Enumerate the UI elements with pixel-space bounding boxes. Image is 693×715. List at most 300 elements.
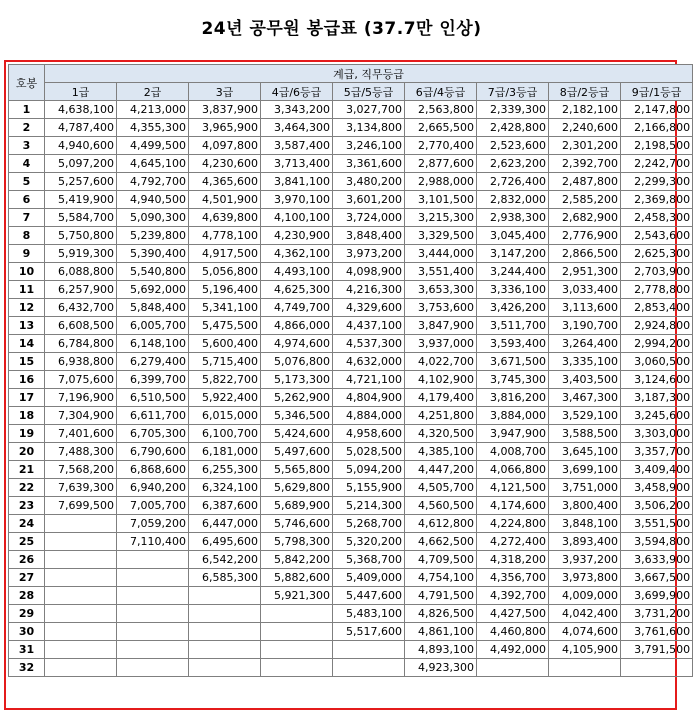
salary-cell: 2,770,400 <box>405 137 477 155</box>
salary-cell: 4,826,500 <box>405 605 477 623</box>
salary-cell: 2,924,800 <box>621 317 693 335</box>
salary-cell: 3,847,900 <box>405 317 477 335</box>
table-row <box>9 587 693 605</box>
table-row <box>9 605 693 623</box>
salary-cell: 3,060,500 <box>621 353 693 371</box>
salary-cell <box>549 659 621 677</box>
salary-cell: 7,196,900 <box>45 389 117 407</box>
salary-cell: 3,244,400 <box>477 263 549 281</box>
salary-cell: 5,475,500 <box>189 317 261 335</box>
table-row <box>9 101 693 119</box>
salary-cell: 3,816,200 <box>477 389 549 407</box>
salary-cell: 5,320,200 <box>333 533 405 551</box>
salary-cell: 3,848,100 <box>549 515 621 533</box>
salary-cell: 2,994,200 <box>621 335 693 353</box>
table-row <box>9 335 693 353</box>
salary-cell: 3,511,700 <box>477 317 549 335</box>
salary-cell: 7,401,600 <box>45 425 117 443</box>
salary-cell: 4,329,600 <box>333 299 405 317</box>
table-row <box>9 659 693 677</box>
salary-cell: 6,257,900 <box>45 281 117 299</box>
salary-cell: 6,790,600 <box>117 443 189 461</box>
salary-cell <box>117 605 189 623</box>
salary-cell: 3,245,600 <box>621 407 693 425</box>
salary-cell <box>45 569 117 587</box>
salary-cell: 7,075,600 <box>45 371 117 389</box>
table-row <box>9 227 693 245</box>
salary-cell: 3,761,600 <box>621 623 693 641</box>
salary-cell: 3,593,400 <box>477 335 549 353</box>
salary-cell: 2,240,600 <box>549 119 621 137</box>
salary-cell: 3,506,200 <box>621 497 693 515</box>
salary-cell <box>117 551 189 569</box>
salary-cell: 4,355,300 <box>117 119 189 137</box>
salary-cell: 3,699,900 <box>621 587 693 605</box>
table-row <box>9 407 693 425</box>
salary-cell: 4,356,700 <box>477 569 549 587</box>
salary-cell: 2,392,700 <box>549 155 621 173</box>
salary-cell: 4,632,000 <box>333 353 405 371</box>
salary-cell: 5,262,900 <box>261 389 333 407</box>
salary-cell: 4,230,900 <box>261 227 333 245</box>
salary-cell: 4,362,100 <box>261 245 333 263</box>
salary-cell: 5,497,600 <box>261 443 333 461</box>
salary-cell: 3,667,500 <box>621 569 693 587</box>
salary-cell: 3,699,100 <box>549 461 621 479</box>
salary-cell: 5,097,200 <box>45 155 117 173</box>
salary-cell: 2,776,900 <box>549 227 621 245</box>
salary-cell: 2,369,800 <box>621 191 693 209</box>
step-cell: 18 <box>9 407 45 425</box>
salary-cell: 6,784,800 <box>45 335 117 353</box>
salary-cell: 4,074,600 <box>549 623 621 641</box>
salary-cell: 4,638,100 <box>45 101 117 119</box>
salary-cell: 4,721,100 <box>333 371 405 389</box>
salary-cell: 5,214,300 <box>333 497 405 515</box>
grade-header: 9급/1등급 <box>621 83 693 101</box>
salary-cell: 5,239,800 <box>117 227 189 245</box>
pay-table-frame <box>4 60 691 710</box>
salary-cell: 2,877,600 <box>405 155 477 173</box>
salary-cell: 4,791,500 <box>405 587 477 605</box>
salary-cell <box>261 641 333 659</box>
salary-cell: 6,608,500 <box>45 317 117 335</box>
salary-cell: 4,560,500 <box>405 497 477 515</box>
table-row <box>9 191 693 209</box>
salary-cell: 6,255,300 <box>189 461 261 479</box>
salary-cell: 5,565,800 <box>261 461 333 479</box>
grade-header: 5급/5등급 <box>333 83 405 101</box>
step-cell: 29 <box>9 605 45 623</box>
step-cell: 5 <box>9 173 45 191</box>
table-row <box>9 515 693 533</box>
salary-cell: 3,480,200 <box>333 173 405 191</box>
salary-cell: 7,059,200 <box>117 515 189 533</box>
salary-cell: 4,022,700 <box>405 353 477 371</box>
step-cell: 4 <box>9 155 45 173</box>
salary-cell: 2,299,300 <box>621 173 693 191</box>
salary-cell: 3,724,000 <box>333 209 405 227</box>
salary-cell: 2,682,900 <box>549 209 621 227</box>
salary-cell: 6,940,200 <box>117 479 189 497</box>
salary-cell <box>621 659 693 677</box>
salary-cell: 3,947,900 <box>477 425 549 443</box>
salary-cell: 5,715,400 <box>189 353 261 371</box>
salary-cell: 5,090,300 <box>117 209 189 227</box>
salary-cell: 3,529,100 <box>549 407 621 425</box>
salary-cell: 5,173,300 <box>261 371 333 389</box>
salary-cell: 2,543,600 <box>621 227 693 245</box>
salary-cell: 5,750,800 <box>45 227 117 245</box>
salary-cell: 2,623,200 <box>477 155 549 173</box>
salary-cell: 2,726,400 <box>477 173 549 191</box>
salary-cell: 6,399,700 <box>117 371 189 389</box>
salary-cell <box>261 605 333 623</box>
salary-cell: 3,329,500 <box>405 227 477 245</box>
grade-header: 6급/4등급 <box>405 83 477 101</box>
salary-cell: 3,357,700 <box>621 443 693 461</box>
step-cell: 16 <box>9 371 45 389</box>
salary-cell: 4,792,700 <box>117 173 189 191</box>
pay-table-body <box>9 101 693 677</box>
salary-cell: 3,458,900 <box>621 479 693 497</box>
salary-cell: 4,884,000 <box>333 407 405 425</box>
step-cell: 3 <box>9 137 45 155</box>
salary-cell: 4,893,100 <box>405 641 477 659</box>
step-cell: 7 <box>9 209 45 227</box>
salary-cell: 5,409,000 <box>333 569 405 587</box>
salary-cell: 3,124,600 <box>621 371 693 389</box>
table-row <box>9 353 693 371</box>
salary-cell: 4,639,800 <box>189 209 261 227</box>
salary-cell: 5,094,200 <box>333 461 405 479</box>
salary-cell: 4,100,100 <box>261 209 333 227</box>
salary-cell: 4,105,900 <box>549 641 621 659</box>
table-row <box>9 245 693 263</box>
salary-cell: 5,056,800 <box>189 263 261 281</box>
salary-cell: 7,568,200 <box>45 461 117 479</box>
salary-cell: 2,988,000 <box>405 173 477 191</box>
salary-cell: 3,893,400 <box>549 533 621 551</box>
salary-cell: 3,970,100 <box>261 191 333 209</box>
salary-cell: 3,426,200 <box>477 299 549 317</box>
salary-cell: 2,866,500 <box>549 245 621 263</box>
step-cell: 32 <box>9 659 45 677</box>
salary-cell <box>117 641 189 659</box>
salary-cell: 3,751,000 <box>549 479 621 497</box>
salary-cell <box>45 605 117 623</box>
salary-cell: 2,339,300 <box>477 101 549 119</box>
step-cell: 26 <box>9 551 45 569</box>
salary-cell: 3,841,100 <box>261 173 333 191</box>
salary-cell: 4,392,700 <box>477 587 549 605</box>
salary-cell: 6,324,100 <box>189 479 261 497</box>
salary-cell: 2,166,800 <box>621 119 693 137</box>
salary-cell: 4,940,600 <box>45 137 117 155</box>
salary-cell: 7,488,300 <box>45 443 117 461</box>
salary-cell: 2,487,800 <box>549 173 621 191</box>
salary-cell: 4,121,500 <box>477 479 549 497</box>
table-row <box>9 461 693 479</box>
salary-cell: 7,005,700 <box>117 497 189 515</box>
salary-cell: 2,458,300 <box>621 209 693 227</box>
salary-cell: 2,778,800 <box>621 281 693 299</box>
salary-cell: 5,919,300 <box>45 245 117 263</box>
salary-cell: 4,042,400 <box>549 605 621 623</box>
salary-cell: 3,848,400 <box>333 227 405 245</box>
salary-cell: 4,447,200 <box>405 461 477 479</box>
grade-header: 1급 <box>45 83 117 101</box>
salary-cell: 4,501,900 <box>189 191 261 209</box>
salary-cell: 3,551,400 <box>405 263 477 281</box>
table-row <box>9 389 693 407</box>
salary-cell: 3,965,900 <box>189 119 261 137</box>
salary-cell: 3,594,800 <box>621 533 693 551</box>
salary-cell: 3,937,000 <box>405 335 477 353</box>
salary-cell: 3,027,700 <box>333 101 405 119</box>
salary-cell: 4,804,900 <box>333 389 405 407</box>
step-cell: 12 <box>9 299 45 317</box>
salary-cell: 4,224,800 <box>477 515 549 533</box>
salary-cell: 2,665,500 <box>405 119 477 137</box>
salary-cell: 3,033,400 <box>549 281 621 299</box>
step-cell: 6 <box>9 191 45 209</box>
salary-cell: 3,343,200 <box>261 101 333 119</box>
table-row <box>9 623 693 641</box>
salary-cell: 4,505,700 <box>405 479 477 497</box>
salary-cell <box>45 533 117 551</box>
salary-cell: 4,612,800 <box>405 515 477 533</box>
salary-cell: 3,467,300 <box>549 389 621 407</box>
salary-cell: 2,585,200 <box>549 191 621 209</box>
salary-cell: 6,148,100 <box>117 335 189 353</box>
salary-cell <box>261 659 333 677</box>
salary-cell: 3,303,000 <box>621 425 693 443</box>
salary-cell: 5,268,700 <box>333 515 405 533</box>
salary-cell: 4,625,300 <box>261 281 333 299</box>
salary-cell: 4,437,100 <box>333 317 405 335</box>
salary-cell: 3,101,500 <box>405 191 477 209</box>
salary-cell <box>189 587 261 605</box>
salary-cell: 3,731,200 <box>621 605 693 623</box>
table-row <box>9 137 693 155</box>
salary-cell: 5,629,800 <box>261 479 333 497</box>
salary-cell: 5,076,800 <box>261 353 333 371</box>
salary-cell <box>45 587 117 605</box>
step-cell: 21 <box>9 461 45 479</box>
salary-cell: 4,179,400 <box>405 389 477 407</box>
table-row <box>9 317 693 335</box>
salary-cell: 4,213,000 <box>117 101 189 119</box>
salary-cell: 6,015,000 <box>189 407 261 425</box>
salary-cell: 5,842,200 <box>261 551 333 569</box>
salary-cell: 3,973,800 <box>549 569 621 587</box>
salary-cell: 3,335,100 <box>549 353 621 371</box>
step-cell: 19 <box>9 425 45 443</box>
table-row <box>9 119 693 137</box>
table-row <box>9 533 693 551</box>
salary-cell: 3,464,300 <box>261 119 333 137</box>
salary-cell: 3,884,000 <box>477 407 549 425</box>
salary-cell: 3,588,500 <box>549 425 621 443</box>
salary-cell: 4,778,100 <box>189 227 261 245</box>
salary-cell: 4,866,000 <box>261 317 333 335</box>
salary-cell: 4,318,200 <box>477 551 549 569</box>
salary-cell: 5,155,900 <box>333 479 405 497</box>
salary-cell: 3,791,500 <box>621 641 693 659</box>
table-row <box>9 425 693 443</box>
salary-cell: 3,653,300 <box>405 281 477 299</box>
step-cell: 8 <box>9 227 45 245</box>
salary-cell: 3,601,200 <box>333 191 405 209</box>
salary-cell: 5,692,000 <box>117 281 189 299</box>
step-cell: 24 <box>9 515 45 533</box>
salary-cell: 6,705,300 <box>117 425 189 443</box>
salary-cell: 2,951,300 <box>549 263 621 281</box>
salary-cell: 4,787,400 <box>45 119 117 137</box>
salary-cell: 5,390,400 <box>117 245 189 263</box>
salary-cell: 3,361,600 <box>333 155 405 173</box>
salary-cell: 2,703,900 <box>621 263 693 281</box>
salary-cell: 2,182,100 <box>549 101 621 119</box>
salary-cell: 6,100,700 <box>189 425 261 443</box>
salary-cell <box>117 659 189 677</box>
salary-cell: 5,600,400 <box>189 335 261 353</box>
salary-cell: 2,563,800 <box>405 101 477 119</box>
salary-cell: 4,230,600 <box>189 155 261 173</box>
salary-cell: 5,798,300 <box>261 533 333 551</box>
step-cell: 20 <box>9 443 45 461</box>
salary-cell: 3,671,500 <box>477 353 549 371</box>
salary-cell: 6,495,600 <box>189 533 261 551</box>
salary-cell: 3,113,600 <box>549 299 621 317</box>
step-cell: 23 <box>9 497 45 515</box>
salary-cell <box>117 587 189 605</box>
salary-cell: 5,368,700 <box>333 551 405 569</box>
salary-cell: 4,174,600 <box>477 497 549 515</box>
salary-cell: 4,861,100 <box>405 623 477 641</box>
salary-cell: 4,102,900 <box>405 371 477 389</box>
salary-cell: 6,611,700 <box>117 407 189 425</box>
salary-cell: 3,745,300 <box>477 371 549 389</box>
salary-cell: 3,800,400 <box>549 497 621 515</box>
grade-header: 8급/2등급 <box>549 83 621 101</box>
table-row <box>9 641 693 659</box>
salary-cell <box>45 515 117 533</box>
salary-cell: 4,754,100 <box>405 569 477 587</box>
salary-cell: 6,005,700 <box>117 317 189 335</box>
salary-cell: 5,419,900 <box>45 191 117 209</box>
salary-cell: 3,246,100 <box>333 137 405 155</box>
salary-cell: 4,662,500 <box>405 533 477 551</box>
step-cell: 28 <box>9 587 45 605</box>
salary-cell: 4,958,600 <box>333 425 405 443</box>
salary-cell <box>189 623 261 641</box>
step-cell: 13 <box>9 317 45 335</box>
step-cell: 11 <box>9 281 45 299</box>
step-cell: 31 <box>9 641 45 659</box>
table-row <box>9 551 693 569</box>
pay-table <box>8 64 693 677</box>
step-cell: 15 <box>9 353 45 371</box>
salary-cell: 7,639,300 <box>45 479 117 497</box>
table-row <box>9 281 693 299</box>
step-cell: 14 <box>9 335 45 353</box>
step-cell: 17 <box>9 389 45 407</box>
salary-cell: 4,097,800 <box>189 137 261 155</box>
salary-cell: 3,937,200 <box>549 551 621 569</box>
salary-cell: 6,938,800 <box>45 353 117 371</box>
salary-cell: 4,009,000 <box>549 587 621 605</box>
salary-cell: 3,973,200 <box>333 245 405 263</box>
step-cell: 27 <box>9 569 45 587</box>
salary-cell: 4,940,500 <box>117 191 189 209</box>
salary-cell: 5,517,600 <box>333 623 405 641</box>
step-cell: 30 <box>9 623 45 641</box>
table-row <box>9 263 693 281</box>
salary-cell: 4,251,800 <box>405 407 477 425</box>
salary-cell <box>261 623 333 641</box>
row-header-hobong: 호봉 <box>9 65 45 101</box>
table-row <box>9 371 693 389</box>
salary-cell: 4,974,600 <box>261 335 333 353</box>
salary-cell: 5,848,400 <box>117 299 189 317</box>
salary-cell: 6,432,700 <box>45 299 117 317</box>
salary-cell: 4,272,400 <box>477 533 549 551</box>
salary-cell: 2,523,600 <box>477 137 549 155</box>
step-cell: 25 <box>9 533 45 551</box>
salary-cell: 4,709,500 <box>405 551 477 569</box>
salary-cell: 2,853,400 <box>621 299 693 317</box>
grade-header: 3급 <box>189 83 261 101</box>
salary-cell: 7,110,400 <box>117 533 189 551</box>
page-title: 24년 공무원 봉급표 (37.7만 인상) <box>201 19 482 39</box>
salary-cell: 7,304,900 <box>45 407 117 425</box>
salary-cell <box>117 569 189 587</box>
salary-cell: 4,216,300 <box>333 281 405 299</box>
salary-cell: 2,147,800 <box>621 101 693 119</box>
salary-cell <box>189 659 261 677</box>
table-row <box>9 209 693 227</box>
step-cell: 22 <box>9 479 45 497</box>
salary-cell: 5,922,400 <box>189 389 261 407</box>
table-row <box>9 173 693 191</box>
salary-cell: 5,447,600 <box>333 587 405 605</box>
salary-cell: 4,537,300 <box>333 335 405 353</box>
salary-cell <box>45 659 117 677</box>
grade-header: 4급/6등급 <box>261 83 333 101</box>
salary-cell: 4,493,100 <box>261 263 333 281</box>
salary-cell: 3,045,400 <box>477 227 549 245</box>
salary-cell: 3,444,000 <box>405 245 477 263</box>
salary-cell: 6,510,500 <box>117 389 189 407</box>
salary-cell: 3,645,100 <box>549 443 621 461</box>
salary-cell: 5,584,700 <box>45 209 117 227</box>
salary-cell: 5,921,300 <box>261 587 333 605</box>
salary-cell: 2,242,700 <box>621 155 693 173</box>
salary-cell: 5,257,600 <box>45 173 117 191</box>
salary-cell: 6,447,000 <box>189 515 261 533</box>
grade-header-row <box>9 83 693 101</box>
salary-cell: 3,633,900 <box>621 551 693 569</box>
salary-cell <box>189 605 261 623</box>
salary-cell: 6,387,600 <box>189 497 261 515</box>
salary-cell: 2,625,300 <box>621 245 693 263</box>
salary-cell: 3,215,300 <box>405 209 477 227</box>
salary-cell: 2,428,800 <box>477 119 549 137</box>
table-row <box>9 155 693 173</box>
salary-cell: 3,403,500 <box>549 371 621 389</box>
